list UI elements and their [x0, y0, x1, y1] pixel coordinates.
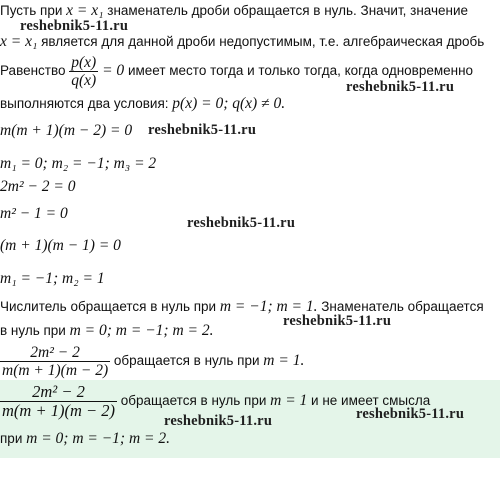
watermark: reshebnik5-11.ru: [346, 79, 455, 95]
text: имеет место тогда и только тогда, когда одновременно: [124, 63, 474, 78]
text: и не имеет смысла: [307, 393, 431, 408]
text: Числитель обращается в нуль при: [0, 299, 220, 314]
watermark: reshebnik5-11.ru: [356, 406, 465, 422]
equation-3: 2m² − 2 = 0: [0, 178, 76, 195]
math: m = 0; m = −1; m = 2.: [26, 430, 170, 447]
line-11: [0, 298, 484, 316]
math: x = x₁: [66, 2, 104, 19]
math: m = 0; m = −1; m = 2.: [69, 322, 214, 339]
math: x = x₁: [0, 33, 38, 50]
line-2: [0, 33, 484, 51]
math: m = 1: [270, 392, 308, 409]
text: выполняются два условия:: [0, 96, 173, 111]
math: p(x) = 0; q(x) ≠ 0.: [172, 95, 286, 112]
text: при: [0, 431, 27, 446]
math: m = 1.: [263, 352, 305, 369]
numerator: 2m² − 2: [30, 343, 80, 361]
equation-1: m(m + 1)(m − 2) = 0: [0, 122, 133, 139]
line-12: [0, 322, 213, 340]
denominator: m(m + 1)(m − 2): [2, 400, 115, 420]
watermark: reshebnik5-11.ru: [164, 413, 273, 429]
text: является для данной дроби недопустимым, т.е. алгебраическая дробь: [37, 34, 485, 49]
fraction-p-over-q: [69, 54, 98, 89]
text: Равенство: [0, 63, 70, 78]
watermark: reshebnik5-11.ru: [283, 313, 392, 329]
numerator: 2m² − 2: [32, 381, 85, 401]
math: = 0: [98, 62, 125, 79]
denominator: m(m + 1)(m − 2): [2, 361, 109, 379]
text: Знаменатель обращается: [317, 299, 484, 314]
text: знаменатель дроби обращается в нуль. Значит, значение: [103, 3, 469, 18]
text: в нуль при: [0, 323, 70, 338]
text: обращается в нуль при: [110, 353, 264, 368]
fraction-1: [0, 344, 110, 379]
text: Пусть при: [0, 3, 67, 18]
text: обращается в нуль при: [117, 393, 271, 408]
denominator: q(x): [71, 71, 97, 89]
equation-6: m₁ = −1; m₂ = 1: [0, 270, 105, 287]
math: m = −1; m = 1.: [219, 298, 318, 315]
fraction-2: [0, 383, 117, 420]
line-13: [0, 342, 304, 380]
equation-4: m² − 1 = 0: [0, 205, 68, 222]
numerator: p(x): [71, 53, 97, 71]
equation-5: (m + 1)(m − 1) = 0: [0, 237, 121, 254]
watermark: reshebnik5-11.ru: [187, 215, 296, 231]
line-15: [0, 430, 170, 448]
equation-2: m₁ = 0; m₂ = −1; m₃ = 2: [0, 155, 157, 172]
line-4: [0, 95, 285, 113]
watermark: reshebnik5-11.ru: [148, 122, 257, 138]
watermark: reshebnik5-11.ru: [20, 18, 129, 34]
